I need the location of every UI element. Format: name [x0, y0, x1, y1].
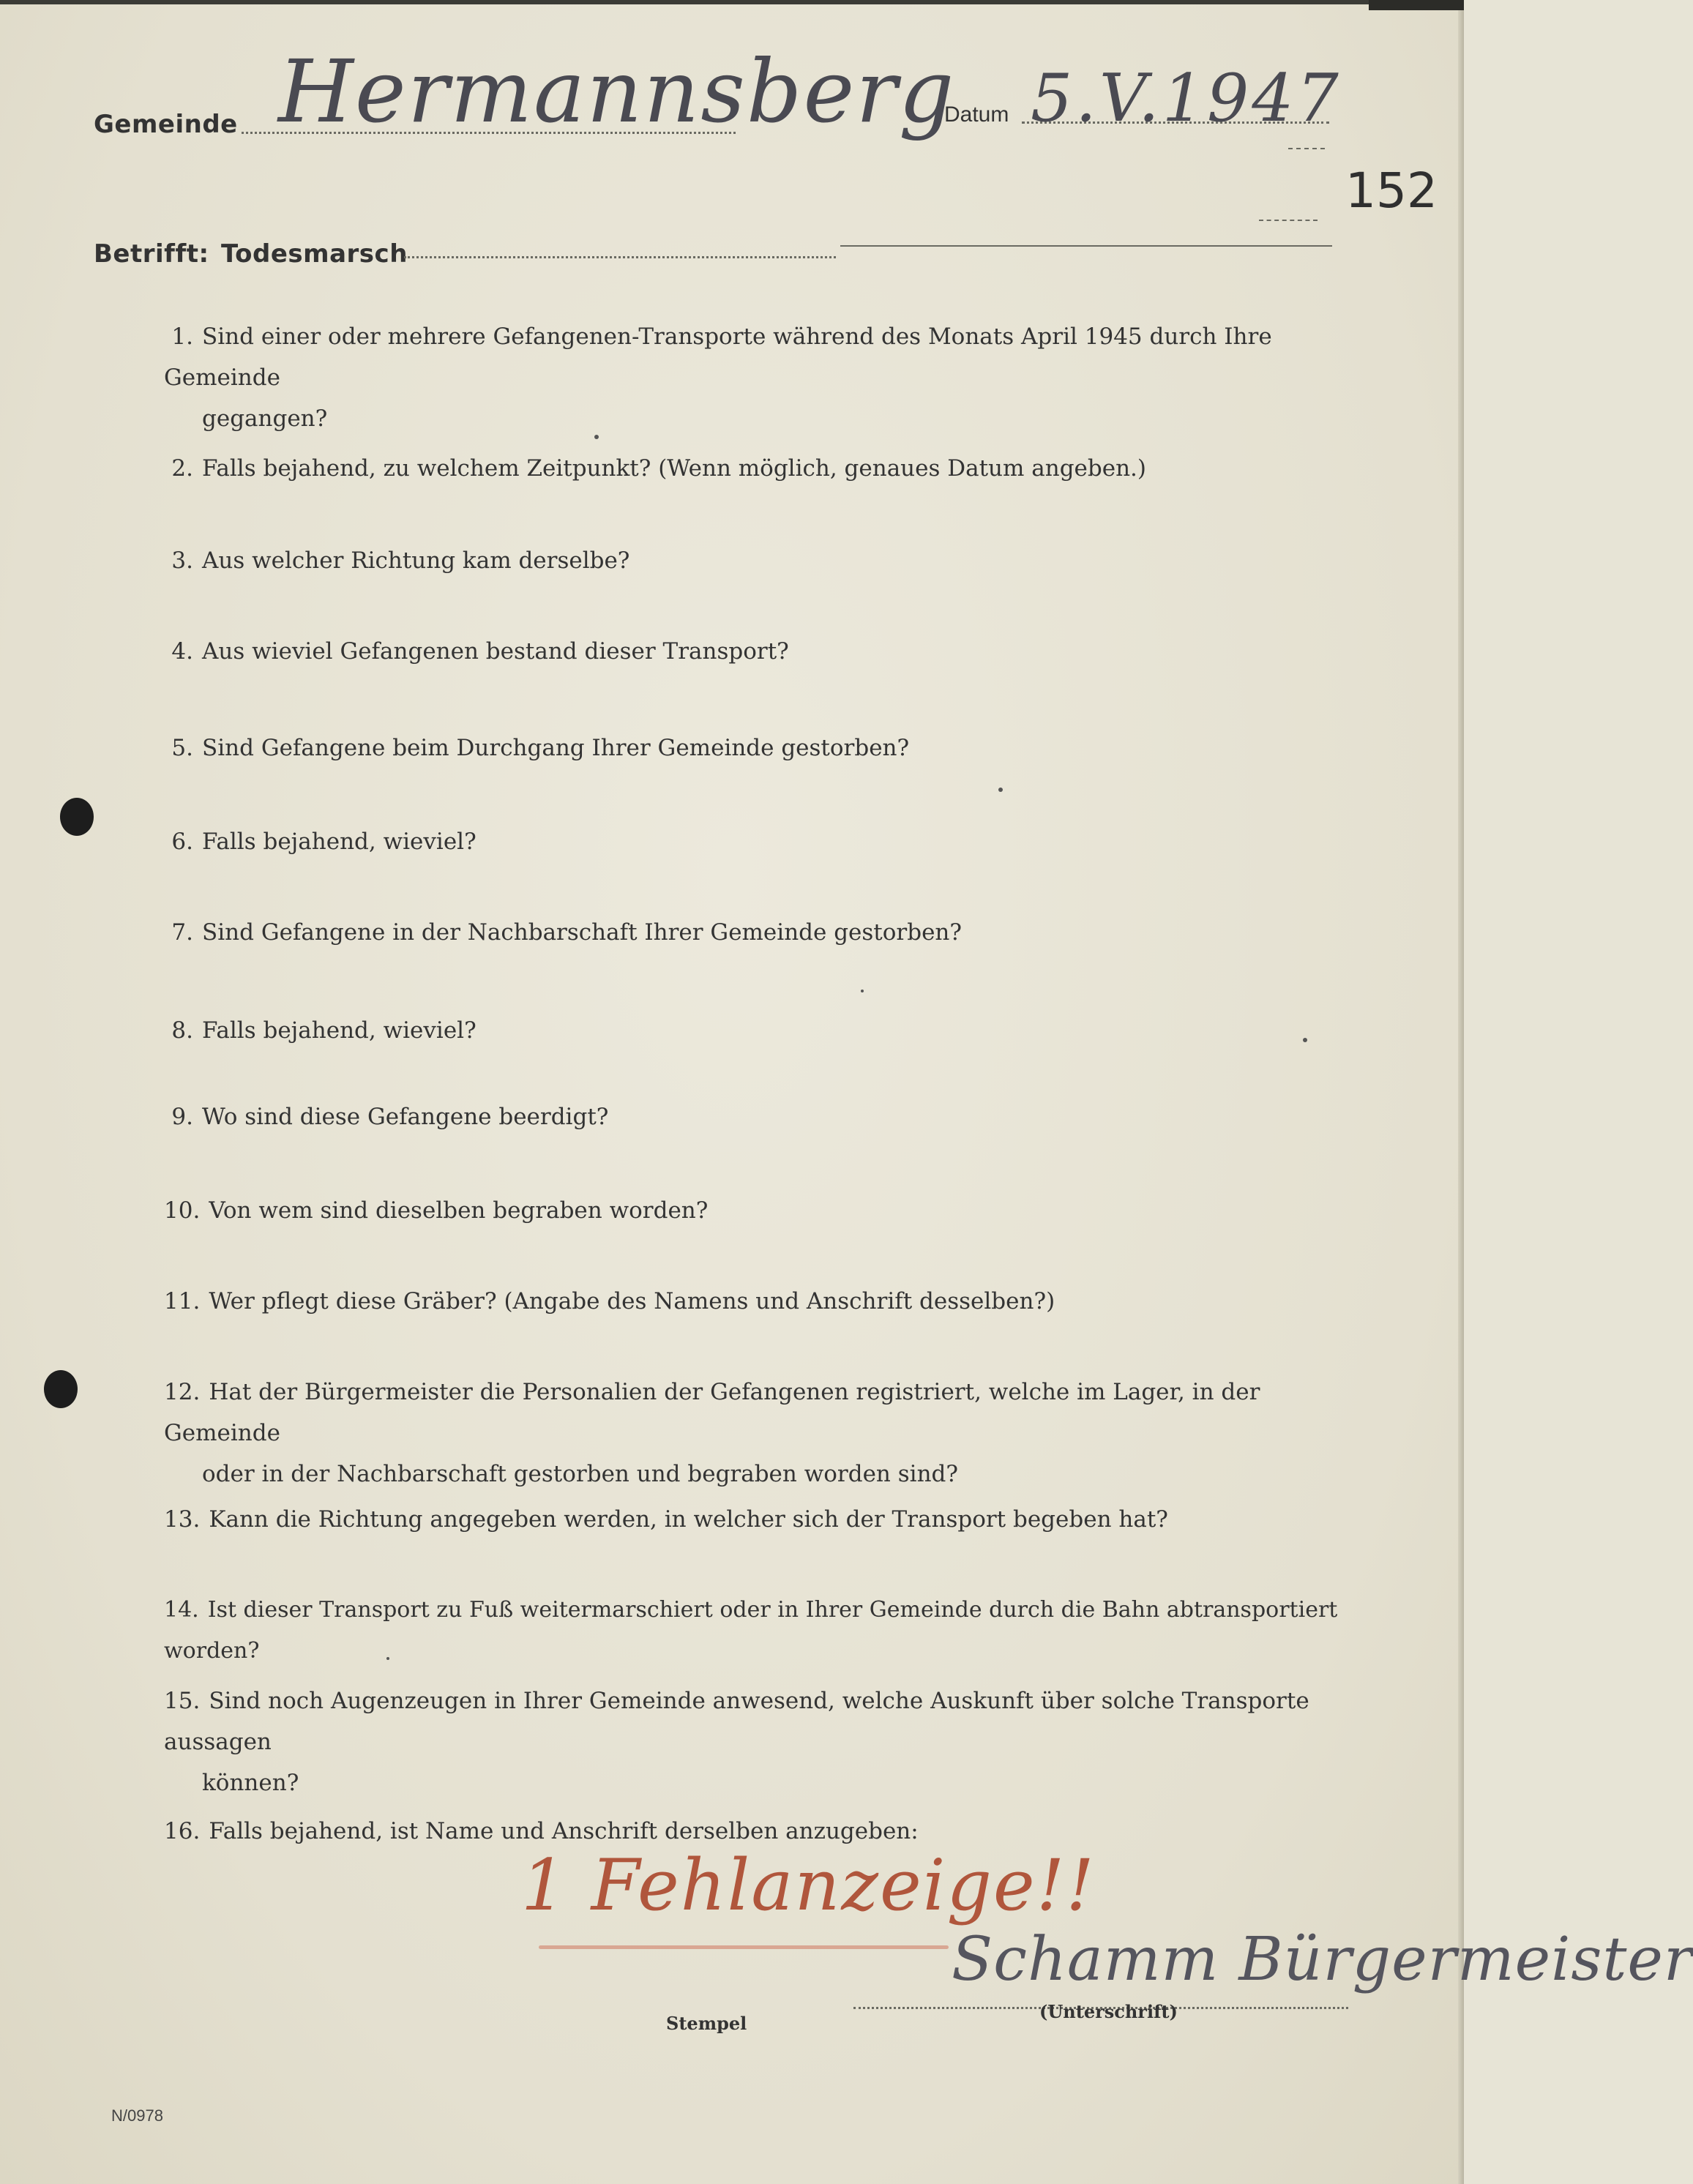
question-text: Sind Gefangene in der Nachbarschaft Ihrer Gemeinde gestorben?	[202, 919, 963, 946]
punch-hole-bottom	[44, 1370, 78, 1408]
stempel-label: Stempel	[666, 2013, 747, 2034]
question-text: Von wem sind dieselben begraben worden?	[209, 1197, 709, 1224]
question-number: 4.	[171, 638, 193, 665]
question-14	[164, 1590, 1408, 1672]
question-6	[164, 821, 1357, 862]
scan-edge-corner	[1369, 0, 1464, 10]
question-text-cont: können?	[202, 1770, 299, 1796]
question-13	[164, 1499, 1357, 1540]
question-text: Sind einer oder mehrere Gefangenen-Transporte während des Monats April 1945 durch Ihre Gemeinde	[164, 324, 1272, 391]
question-text: Falls bejahend, zu welchem Zeitpunkt? (Wenn möglich, genaues Datum angeben.)	[202, 455, 1146, 482]
question-11	[164, 1281, 1357, 1322]
gemeinde-handwritten: Hermannsberg	[278, 41, 956, 142]
question-number: 12.	[164, 1379, 201, 1405]
gemeinde-label: Gemeinde	[94, 110, 238, 139]
punch-hole-top	[60, 798, 94, 836]
question-number: 14.	[164, 1597, 199, 1623]
question-text: Kann die Richtung angegeben werden, in welcher sich der Transport begeben hat?	[209, 1506, 1168, 1533]
question-text: Wer pflegt diese Gräber? (Angabe des Namens und Anschrift desselben?)	[209, 1288, 1055, 1314]
question-10	[164, 1190, 1357, 1231]
number-bracket-top	[1288, 148, 1325, 149]
question-number: 10.	[164, 1197, 201, 1224]
question-number: 5.	[171, 735, 193, 761]
betrifft-label: Betrifft:	[94, 239, 209, 269]
signature-handwritten: Schamm Bürgermeister	[952, 1925, 1693, 1994]
handwritten-answer: 1 Fehlanzeige!!	[521, 1844, 1096, 1926]
question-text-cont: oder in der Nachbarschaft gestorben und begraben worden sind?	[202, 1461, 959, 1487]
question-number: 7.	[171, 919, 193, 946]
question-5	[164, 728, 1357, 768]
question-text: Falls bejahend, wieviel?	[202, 829, 476, 855]
question-number: 2.	[171, 455, 193, 482]
question-text: Sind noch Augenzeugen in Ihrer Gemeinde anwesend, welche Auskunft über solche Transporte aussagen	[164, 1688, 1309, 1755]
question-number: 15.	[164, 1688, 201, 1714]
question-number: 3.	[171, 547, 193, 574]
question-text: Ist dieser Transport zu Fuß weitermarschiert oder in Ihrer Gemeinde durch die Bahn abtransportiert worden?	[164, 1597, 1338, 1664]
speck	[386, 1657, 389, 1660]
question-number: 8.	[171, 1017, 193, 1044]
question-number: 16.	[164, 1818, 201, 1844]
scan-edge-top	[0, 0, 1464, 4]
question-number: 1.	[171, 324, 193, 350]
question-text: Falls bejahend, ist Name und Anschrift derselben anzugeben:	[209, 1818, 919, 1844]
question-number: 9.	[171, 1104, 193, 1130]
speck	[861, 990, 864, 992]
betrifft-value: Todesmarsch	[221, 239, 408, 269]
question-text: Wo sind diese Gefangene beerdigt?	[202, 1104, 609, 1130]
answer-underline	[539, 1945, 949, 1949]
datum-handwritten: 5.V.1947	[1031, 60, 1342, 137]
speck	[998, 788, 1003, 792]
question-text-cont: gegangen?	[202, 405, 328, 432]
speck	[594, 435, 599, 439]
question-text: Aus welcher Richtung kam derselbe?	[202, 547, 630, 574]
question-text: Hat der Bürgermeister die Personalien der Gefangenen registriert, welche im Lager, in der Gemeinde	[164, 1379, 1260, 1446]
question-3	[164, 540, 1357, 581]
question-text: Falls bejahend, wieviel?	[202, 1017, 476, 1044]
question-text: Aus wieviel Gefangenen bestand dieser Transport?	[202, 638, 789, 665]
speck	[1303, 1038, 1307, 1042]
question-number: 11.	[164, 1288, 201, 1314]
question-2	[164, 448, 1357, 489]
question-number: 13.	[164, 1506, 201, 1533]
question-number: 6.	[171, 829, 193, 855]
scan-edge-right	[1458, 0, 1464, 2184]
question-12	[164, 1372, 1357, 1495]
question-7	[164, 912, 1357, 953]
unterschrift-label: (Unterschrift)	[1039, 2001, 1178, 2022]
betrifft-dotline	[404, 256, 836, 258]
form-code: N/0978	[111, 2106, 163, 2125]
question-4	[164, 631, 1357, 672]
datum-label: Datum	[944, 102, 1009, 127]
question-text: Sind Gefangene beim Durchgang Ihrer Gemeinde gestorben?	[202, 735, 910, 761]
page-number: 152	[1345, 162, 1438, 219]
question-15	[164, 1680, 1357, 1803]
question-8	[164, 1010, 1357, 1051]
betrifft-solidline	[840, 245, 1332, 247]
number-bracket-bottom	[1259, 220, 1318, 221]
question-9	[164, 1096, 1357, 1137]
question-1	[164, 316, 1357, 439]
